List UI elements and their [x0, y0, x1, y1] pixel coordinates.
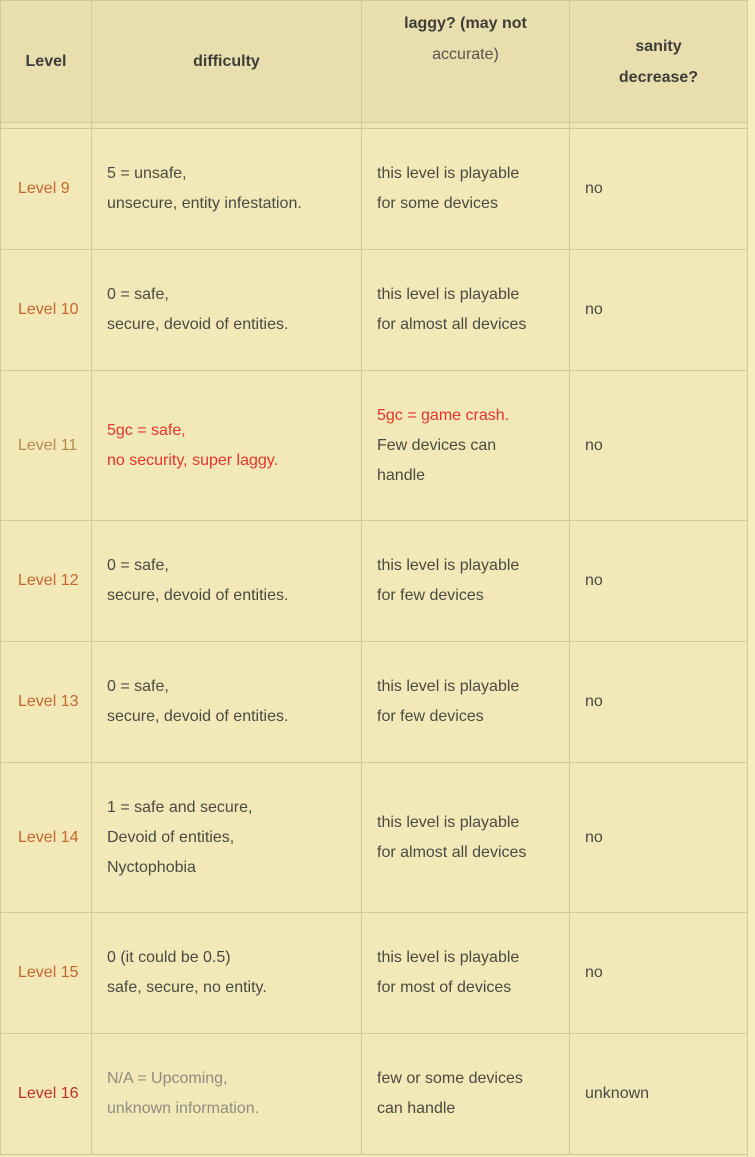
laggy-text-line: this level is playable	[377, 165, 520, 182]
laggy-cell	[362, 250, 570, 371]
laggy-text-line: Few devices can	[377, 436, 497, 454]
difficulty-cell	[92, 642, 362, 763]
table-header-row	[1, 1, 748, 123]
sanity-value: no	[585, 301, 603, 318]
table-row	[1, 129, 748, 250]
level-cell	[1, 250, 92, 371]
difficulty-text-line: no security, super laggy.	[107, 451, 279, 469]
header-sanity	[570, 1, 748, 123]
sanity-value: no	[585, 828, 603, 846]
difficulty-text-line: N/A = Upcoming,	[107, 1070, 228, 1087]
laggy-text-line: for most of devices	[377, 979, 512, 996]
level-link[interactable]: Level 9	[18, 180, 70, 197]
table-row	[1, 1034, 748, 1155]
laggy-text-line: this level is playable	[377, 557, 520, 574]
laggy-text-line: for few devices	[377, 587, 484, 604]
header-laggy-normal: accurate)	[432, 46, 499, 63]
difficulty-text-line: unknown information.	[107, 1100, 260, 1117]
difficulty-text-line: 5gc = safe,	[107, 421, 186, 439]
level-link[interactable]: Level 10	[18, 301, 79, 318]
header-level: Level	[1, 1, 92, 123]
laggy-cell	[362, 521, 570, 642]
level-cell	[1, 642, 92, 763]
table-row	[1, 371, 748, 521]
laggy-text-line: for almost all devices	[377, 316, 527, 333]
level-cell	[1, 913, 92, 1034]
difficulty-cell	[92, 1034, 362, 1155]
header-laggy	[362, 1, 570, 123]
laggy-cell	[362, 129, 570, 250]
sanity-value: no	[585, 693, 603, 710]
sanity-value: no	[585, 964, 603, 981]
laggy-text-line: can handle	[377, 1100, 456, 1117]
level-cell	[1, 371, 92, 521]
level-cell	[1, 129, 92, 250]
sanity-cell	[570, 642, 748, 763]
laggy-text-line: this level is playable	[377, 286, 520, 303]
laggy-text-line: this level is playable	[377, 949, 520, 966]
laggy-text-line: for almost all devices	[377, 843, 527, 861]
laggy-cell	[362, 913, 570, 1034]
level-link[interactable]: Level 15	[18, 964, 79, 981]
difficulty-cell	[92, 250, 362, 371]
difficulty-text-line: 0 = safe,	[107, 557, 169, 574]
header-laggy-bold: laggy? (may not	[404, 15, 527, 32]
sanity-cell	[570, 913, 748, 1034]
sanity-cell	[570, 1034, 748, 1155]
sanity-value: no	[585, 180, 603, 197]
sanity-cell	[570, 371, 748, 521]
table-row	[1, 250, 748, 371]
difficulty-cell	[92, 371, 362, 521]
laggy-cell	[362, 371, 570, 521]
header-sanity-line1: sanity	[635, 37, 682, 55]
difficulty-text-line: 0 = safe,	[107, 678, 169, 695]
laggy-text-line: handle	[377, 466, 426, 484]
difficulty-text-line: 0 (it could be 0.5)	[107, 949, 231, 966]
laggy-warning-text: 5gc = game crash.	[377, 406, 510, 424]
difficulty-cell	[92, 763, 362, 913]
table-row	[1, 913, 748, 1034]
difficulty-text-line: 0 = safe,	[107, 286, 169, 303]
difficulty-text-line: Devoid of entities,	[107, 828, 235, 846]
difficulty-text-line: secure, devoid of entities.	[107, 316, 289, 333]
difficulty-cell	[92, 913, 362, 1034]
laggy-text-line: for few devices	[377, 708, 484, 725]
sanity-cell	[570, 521, 748, 642]
laggy-text-line: this level is playable	[377, 678, 520, 695]
level-cell	[1, 521, 92, 642]
header-difficulty: difficulty	[92, 1, 362, 123]
level-cell	[1, 763, 92, 913]
laggy-text-line: for some devices	[377, 195, 498, 212]
sanity-cell	[570, 250, 748, 371]
difficulty-text-line: 1 = safe and secure,	[107, 798, 253, 816]
table-row	[1, 521, 748, 642]
difficulty-cell	[92, 129, 362, 250]
page-right-edge	[747, 0, 755, 1157]
level-link[interactable]: Level 13	[18, 693, 79, 710]
sanity-value: no	[585, 572, 603, 589]
sanity-cell	[570, 763, 748, 913]
laggy-cell	[362, 763, 570, 913]
laggy-cell	[362, 1034, 570, 1155]
table-row	[1, 642, 748, 763]
difficulty-text-line: secure, devoid of entities.	[107, 708, 289, 725]
header-sanity-line2: decrease?	[618, 68, 699, 86]
difficulty-text-line: safe, secure, no entity.	[107, 979, 267, 996]
difficulty-text-line: Nyctophobia	[107, 858, 196, 876]
difficulty-text-line: 5 = unsafe,	[107, 165, 187, 182]
laggy-text-line: few or some devices	[377, 1070, 523, 1087]
sanity-value: no	[585, 436, 603, 454]
difficulty-text-line: unsecure, entity infestation.	[107, 195, 302, 212]
laggy-cell	[362, 642, 570, 763]
level-link[interactable]: Level 16	[18, 1085, 79, 1102]
sanity-value: unknown	[585, 1085, 650, 1102]
laggy-text-line: this level is playable	[377, 813, 520, 831]
level-cell	[1, 1034, 92, 1155]
level-link[interactable]: Level 12	[18, 572, 79, 589]
difficulty-text-line: secure, devoid of entities.	[107, 587, 289, 604]
level-link[interactable]: Level 14	[18, 828, 79, 846]
table-row	[1, 763, 748, 913]
difficulty-cell	[92, 521, 362, 642]
level-link[interactable]: Level 11	[18, 436, 78, 454]
sanity-cell	[570, 129, 748, 250]
